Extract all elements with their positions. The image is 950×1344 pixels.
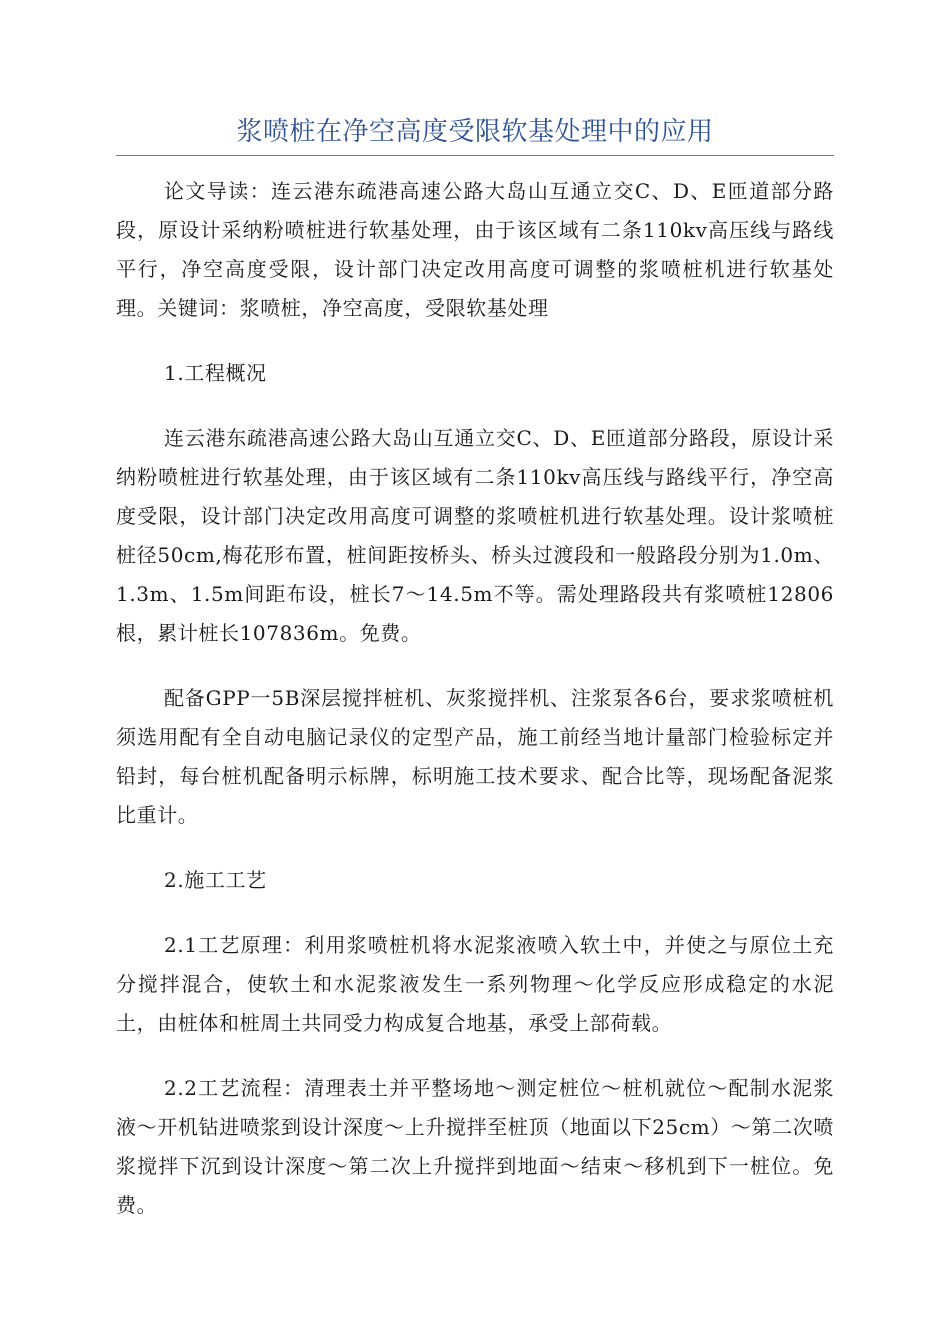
document-title: 浆喷桩在净空高度受限软基处理中的应用 xyxy=(236,117,714,147)
document-body xyxy=(116,172,834,1251)
body-paragraph: 2.2工艺流程：清理表土并平整场地～测定桩位～桩机就位～配制水泥浆液～开机钻进喷浆到设计深度～上升搅拌至桩顶（地面以下25cm）～第二次喷浆搅拌下沉到设计深度～第二次上升搅拌到地面～结束～移机到下一桩位。免费。 xyxy=(116,1076,834,1217)
body-paragraph: 2.1工艺原理：利用浆喷桩机将水泥浆液喷入软土中，并使之与原位土充分搅拌混合，使软土和水泥浆液发生一系列物理～化学反应形成稳定的水泥土，由桩体和桩周土共同受力构成复合地基，承受上部荷载。 xyxy=(116,933,834,1035)
abstract-paragraph: 论文导读：连云港东疏港高速公路大岛山互通立交C、D、E匝道部分路段，原设计采纳粉喷桩进行软基处理，由于该区域有二条110kv高压线与路线平行，净空高度受限，设计部门决定改用高度可调整的浆喷桩机进行软基处理。关键词：浆喷桩，净空高度，受限软基处理 xyxy=(116,179,834,320)
section-heading: 2.施工工艺 xyxy=(164,868,267,892)
body-paragraph: 连云港东疏港高速公路大岛山互通立交C、D、E匝道部分路段，原设计采纳粉喷桩进行软基处理，由于该区域有二条110kv高压线与路线平行，净空高度受限，设计部门决定改用高度可调整的浆喷桩机进行软基处理。设计浆喷桩桩径50cm,梅花形布置，桩间距按桥头、桥头过渡段和一般路段分别为1.0m、1.3m、1.5m间距布设，桩长7～14.5m不等。需处理路段共有浆喷桩12806根，累计桩长107836m。免费。 xyxy=(116,426,834,645)
title-underline xyxy=(116,155,834,156)
section-heading: 1.工程概况 xyxy=(164,361,267,385)
body-paragraph: 配备GPP一5B深层搅拌桩机、灰浆搅拌机、注浆泵各6台，要求浆喷桩机须选用配有全自动电脑记录仪的定型产品，施工前经当地计量部门检验标定并铅封，每台桩机配备明示标牌，标明施工技术要求、配合比等，现场配备泥浆比重计。 xyxy=(116,686,834,827)
